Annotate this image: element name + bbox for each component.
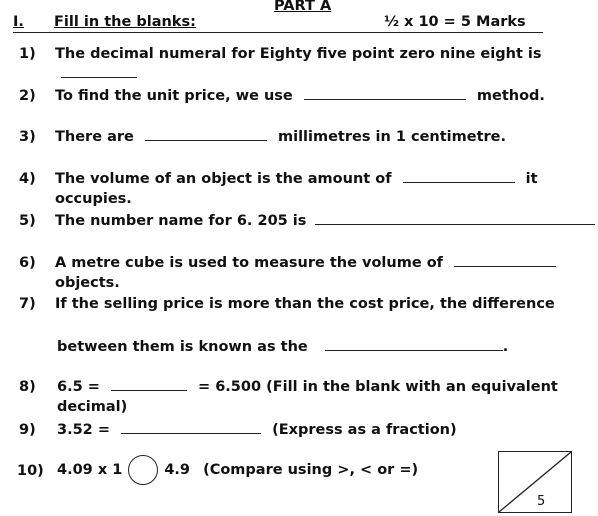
answer-blank[interactable] <box>111 378 187 391</box>
question-text: The decimal numeral for Eighty five point zero nine eight is <box>55 46 542 62</box>
question-text-after: it occupies. <box>55 171 538 207</box>
question-8 <box>57 377 598 415</box>
question-6 <box>55 253 598 291</box>
question-1 <box>55 44 598 64</box>
answer-blank[interactable] <box>61 65 137 78</box>
question-7-line-1 <box>55 294 555 314</box>
question-number: 2) <box>19 88 36 104</box>
question-2 <box>55 86 545 106</box>
answer-blank[interactable] <box>454 254 556 267</box>
question-4 <box>55 169 598 207</box>
question-text: 4.09 x 1 <box>57 462 123 478</box>
question-number: 8) <box>19 379 36 395</box>
question-7-line-2 <box>57 337 508 357</box>
score-box <box>498 451 572 513</box>
header-underline <box>13 32 543 33</box>
answer-blank[interactable] <box>315 212 595 225</box>
question-text-after: (Compare using >, < or =) <box>203 462 419 478</box>
question-text: The volume of an object is the amount of <box>55 171 392 187</box>
question-text-mid: 4.9 <box>164 462 191 478</box>
question-text: There are <box>55 129 134 145</box>
question-number: 9) <box>19 422 36 438</box>
part-title: PART A <box>274 0 332 14</box>
question-number: 5) <box>19 213 36 229</box>
section-marks: ½ x 10 = 5 Marks <box>384 14 526 30</box>
question-9 <box>57 420 457 440</box>
question-end: . <box>502 339 509 355</box>
question-number: 6) <box>19 255 36 271</box>
question-text-after: method. <box>476 88 545 104</box>
answer-blank[interactable] <box>325 338 503 351</box>
question-number: 1) <box>19 46 36 62</box>
question-number: 10) <box>17 463 44 479</box>
question-5 <box>55 211 595 231</box>
question-3 <box>55 127 506 147</box>
score-value: 5 <box>537 494 546 509</box>
question-text: The number name for 6. 205 is <box>55 213 307 229</box>
question-number: 4) <box>19 171 36 187</box>
diagonal-line <box>499 452 571 512</box>
answer-blank[interactable] <box>403 170 515 183</box>
question-text-after: = 6.500 (Fill in the blank with an equivalent decimal) <box>57 379 558 415</box>
section-roman: I. <box>13 14 24 30</box>
question-10 <box>57 452 418 488</box>
answer-blank[interactable] <box>121 421 261 434</box>
question-text-continued: between them is known as the <box>57 339 308 355</box>
answer-blank[interactable] <box>145 128 267 141</box>
question-text: If the selling price is more than the cost price, the difference <box>55 296 555 312</box>
question-text-after: (Express as a fraction) <box>272 422 457 438</box>
question-text: To find the unit price, we use <box>55 88 293 104</box>
section-title: Fill in the blanks: <box>54 14 196 30</box>
question-number: 7) <box>19 296 36 312</box>
answer-blank[interactable] <box>304 87 466 100</box>
question-text-after: millimetres in 1 centimetre. <box>277 129 507 145</box>
question-text: 6.5 = <box>57 379 100 395</box>
question-text: 3.52 = <box>57 422 110 438</box>
comparison-circle[interactable] <box>128 455 158 485</box>
question-text-after: objects. <box>55 275 120 291</box>
question-number: 3) <box>19 129 36 145</box>
question-text: A metre cube is used to measure the volume of <box>55 255 443 271</box>
